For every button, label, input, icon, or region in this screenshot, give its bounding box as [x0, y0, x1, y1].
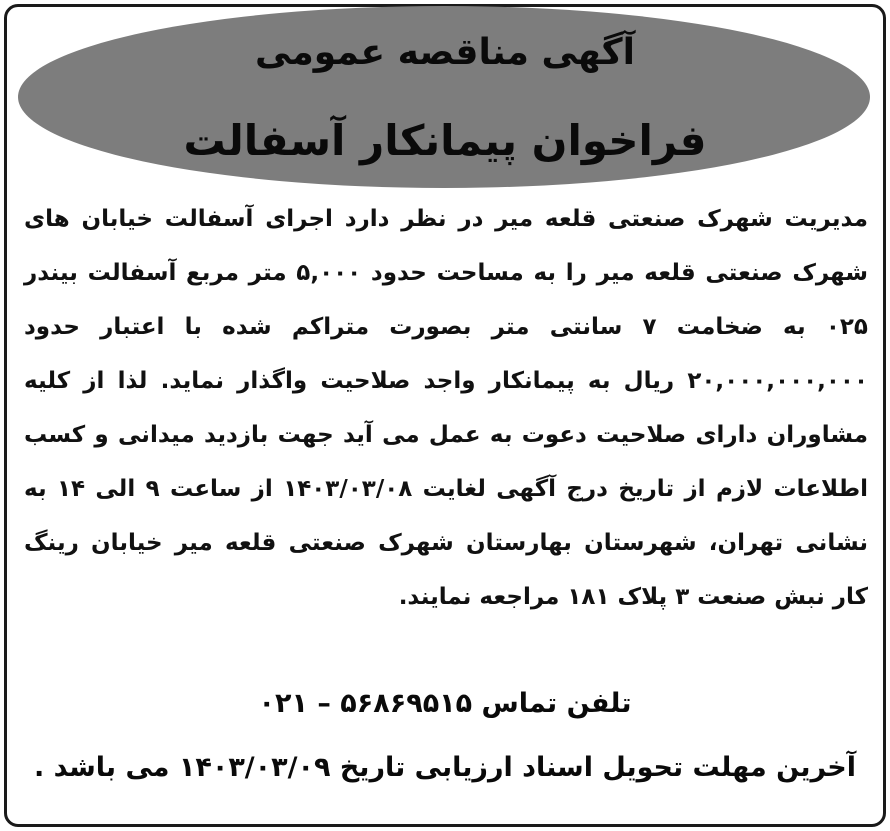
contact-phone: تلفن تماس ۵۶۸۶۹۵۱۵ – ۰۲۱: [258, 688, 632, 719]
submission-deadline: آخرین مهلت تحویل اسناد ارزیابی تاریخ ۱۴۰۳/۰۳/۰۹ می باشد .: [33, 752, 857, 783]
notice-title: آگهی مناقصه عمومی: [255, 32, 635, 73]
notice-body: مدیریت شهرک صنعتی قلعه میر در نظر دارد اجرای آسفالت خیابان های شهرک صنعتی قلعه میر را به مساحت حدود ۵,۰۰۰ متر مربع آسفالت بیندر ۰۲۵ به ضخامت ۷ سانتی متر بصورت متراکم شده با اعتبار حدود ۲۰,۰۰۰,۰۰۰,۰۰۰ ریال به پیمانکار واجد صلاحیت واگذار نماید. لذا از کلیه مشاوران دارای صلاحیت دعوت به عمل می آید جهت بازدید میدانی و کسب اطلاعات لازم از تاریخ درج آگهی لغایت ۱۴۰۳/۰۳/۰۸ از ساعت ۹ الی ۱۴ به نشانی تهران، شهرستان بهارستان شهرک صنعتی قلعه میر خیابان رینگ کار نبش صنعت ۳ پلاک ۱۸۱ مراجعه نمایند.: [24, 206, 869, 610]
notice-subtitle: فراخوان پیمانکار آسفالت: [183, 116, 707, 165]
